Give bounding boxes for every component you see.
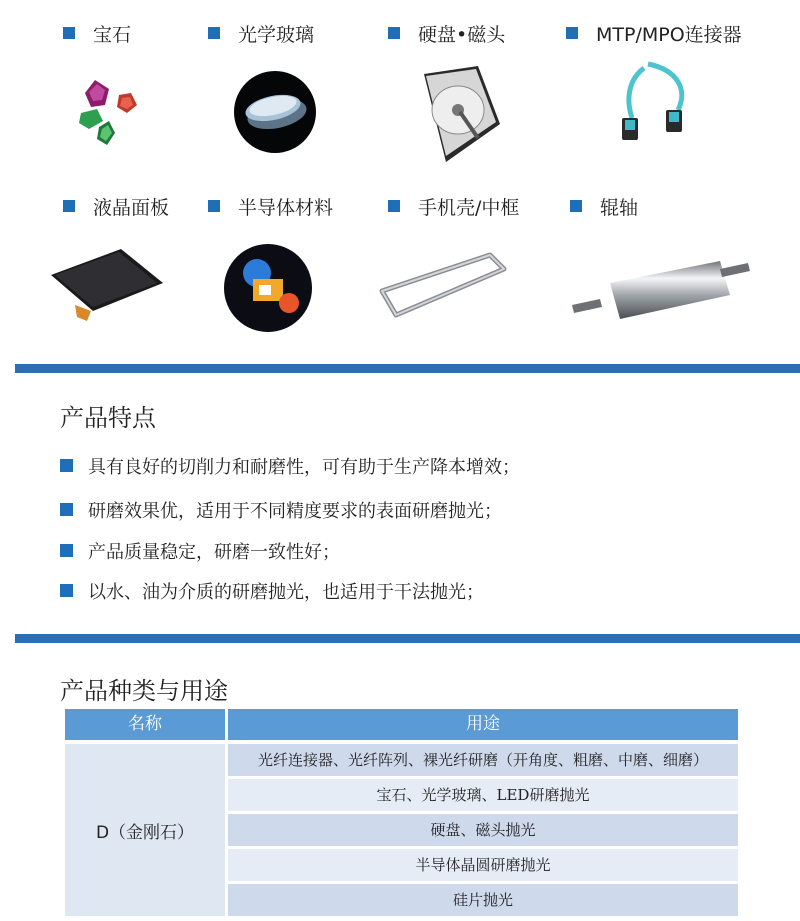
lcd-panel-image xyxy=(47,245,167,323)
app-label: 半导体材料 xyxy=(238,197,334,219)
app-label: 光学玻璃 xyxy=(238,24,315,46)
bullet-square-icon xyxy=(388,27,400,39)
app-label: 辊轴 xyxy=(600,197,639,219)
hard-disk-image xyxy=(416,64,502,164)
table-cell-use: 硅片抛光 xyxy=(228,884,738,916)
feature-text: 产品质量稳定，研磨一致性好； xyxy=(88,542,340,563)
feature-item xyxy=(60,538,340,564)
feature-text: 具有良好的切削力和耐磨性，可有助于生产降本增效； xyxy=(88,457,520,478)
app-label: 手机壳/中框 xyxy=(418,197,520,219)
bullet-square-icon xyxy=(566,27,578,39)
bullet-square-icon xyxy=(570,200,582,212)
table-cell-name: D（金刚石） xyxy=(65,744,225,916)
bullet-square-icon xyxy=(63,27,75,39)
roller-shaft-image xyxy=(570,253,750,328)
section-divider xyxy=(15,364,800,373)
bullet-square-icon xyxy=(208,27,220,39)
bullet-square-icon xyxy=(60,459,73,472)
app-label: 液晶面板 xyxy=(93,197,170,219)
feature-item xyxy=(60,497,502,523)
bullet-square-icon xyxy=(60,544,73,557)
features-title: 产品特点 xyxy=(60,404,156,432)
feature-item xyxy=(60,453,520,479)
feature-item xyxy=(60,578,484,604)
feature-text: 研磨效果优，适用于不同精度要求的表面研磨抛光； xyxy=(88,501,502,522)
table-cell-use: 半导体晶圆研磨抛光 xyxy=(228,849,738,881)
app-label: 硬盘•磁头 xyxy=(418,24,506,46)
bullet-square-icon xyxy=(388,200,400,212)
app-label: MTP/MPO连接器 xyxy=(596,24,742,46)
bullet-square-icon xyxy=(60,503,73,516)
feature-text: 以水、油为介质的研磨抛光，也适用于干法抛光； xyxy=(88,582,484,603)
phone-frame-image xyxy=(378,251,508,323)
table-cell-use: 光纤连接器、光纤阵列、裸光纤研磨（开角度、粗磨、中磨、细磨） xyxy=(228,744,738,776)
bullet-square-icon xyxy=(60,584,73,597)
table-cell-use: 宝石、光学玻璃、LED研磨抛光 xyxy=(228,779,738,811)
gemstones-image xyxy=(75,75,155,150)
table-header-use: 用途 xyxy=(228,709,738,740)
table-header-name: 名称 xyxy=(65,709,225,740)
types-title: 产品种类与用途 xyxy=(60,677,228,705)
app-label: 宝石 xyxy=(93,24,132,46)
semiconductor-image xyxy=(223,243,313,333)
table-header-row xyxy=(65,709,738,740)
table-cell-use: 硬盘、磁头抛光 xyxy=(228,814,738,846)
section-divider xyxy=(15,634,800,643)
bullet-square-icon xyxy=(208,200,220,212)
fiber-connector-image xyxy=(608,60,692,155)
optical-glass-image xyxy=(233,70,317,154)
bullet-square-icon xyxy=(63,200,75,212)
